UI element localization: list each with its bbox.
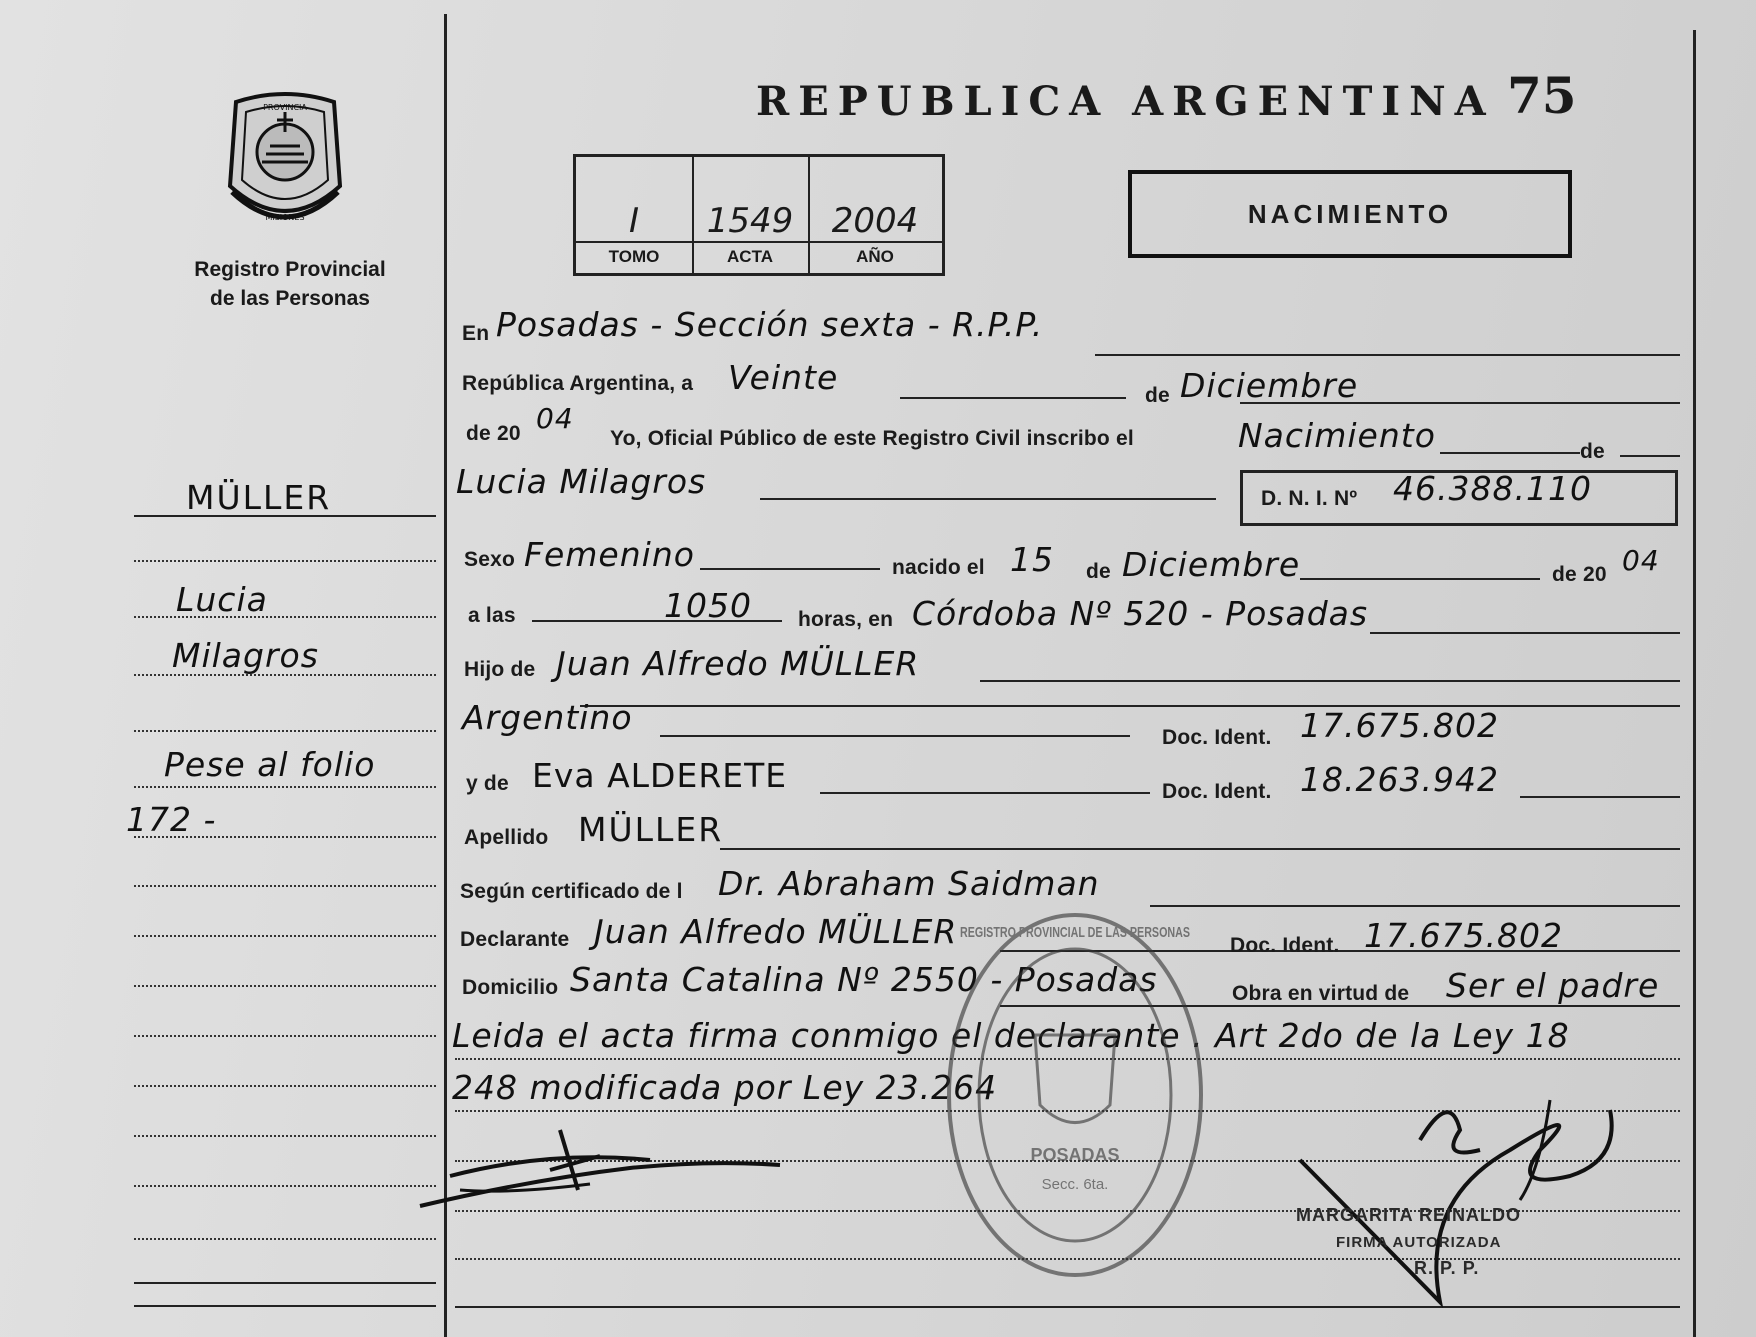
margin-note-line1: Pese al folio	[164, 745, 376, 784]
form-line	[820, 792, 1150, 794]
month-value: Diciembre	[1180, 366, 1359, 405]
doc-ident-label-2: Doc. Ident.	[1162, 780, 1272, 803]
observation-line-1: Leida el acta firma conmigo el declarante . Art 2do de la Ley 18	[452, 1016, 1570, 1055]
margin-line	[134, 935, 436, 937]
margin-line	[134, 1238, 436, 1240]
registry-name-line2: de las Personas	[210, 287, 370, 310]
tomo-label: TOMO	[576, 241, 692, 267]
observation-line-2: 248 modificada por Ley 23.264	[452, 1068, 998, 1107]
form-line	[700, 568, 880, 570]
nacido-day: 15	[1010, 540, 1054, 579]
right-page-edge	[1693, 30, 1696, 1337]
form-line	[1150, 905, 1680, 907]
margin-line	[134, 1282, 436, 1284]
nacido-label: nacido el	[892, 556, 985, 579]
domicilio-label: Domicilio	[462, 976, 559, 999]
dni-value: 46.388.110	[1393, 469, 1592, 508]
domicilio-value: Santa Catalina Nº 2550 - Posadas	[570, 960, 1158, 999]
doc-ident-label-3: Doc. Ident.	[1230, 934, 1340, 957]
form-line	[1095, 354, 1680, 356]
apellido-value: MÜLLER	[578, 810, 724, 849]
margin-note-line2: 172 -	[126, 800, 217, 839]
signature-role: FIRMA AUTORIZADA	[1336, 1234, 1502, 1251]
margin-line	[134, 1035, 436, 1037]
form-line	[1620, 455, 1680, 457]
stamp-city: POSADAS	[1030, 1145, 1120, 1165]
doc-ident-label: Doc. Ident.	[1162, 726, 1272, 749]
declarante-label: Declarante	[460, 928, 570, 951]
child-name: Lucia Milagros	[456, 462, 707, 501]
signature-name: MARGARITA REINALDO	[1296, 1205, 1521, 1225]
segun-label: Según certificado de l	[460, 880, 683, 903]
declarante-value: Juan Alfredo MÜLLER	[594, 912, 958, 951]
declarant-signature	[410, 1120, 790, 1220]
dni-box	[1240, 470, 1678, 526]
obra-label: Obra en virtud de	[1232, 982, 1410, 1005]
record-index-box	[573, 154, 945, 276]
margin-line	[134, 1085, 436, 1087]
horas-label: horas, en	[798, 608, 894, 631]
year-prefix: de 20	[466, 422, 521, 445]
father-nationality: Argentino	[462, 698, 633, 737]
en-value: Posadas - Sección sexta - R.P.P.	[496, 305, 1044, 344]
margin-line	[134, 560, 436, 562]
provincial-coat-of-arms-seal	[222, 92, 348, 230]
margin-line	[134, 730, 436, 732]
en-label: En	[462, 322, 490, 345]
form-line	[1300, 578, 1540, 580]
form-line	[980, 680, 1680, 682]
sexo-label: Sexo	[464, 548, 515, 571]
apellido-label: Apellido	[464, 826, 549, 849]
form-line	[1440, 452, 1580, 454]
stamp-ring-text: REGISTRO PROVINCIAL DE LAS PERSONAS	[960, 924, 1190, 941]
svg-text:PROVINCIA: PROVINCIA	[263, 103, 307, 112]
nacido-de-label: de	[1086, 560, 1111, 583]
nacido-year-prefix: de 20	[1552, 563, 1607, 586]
margin-line	[134, 1135, 436, 1137]
father-doc-value: 17.675.802	[1300, 706, 1499, 745]
mother-doc-value: 18.263.942	[1300, 760, 1499, 799]
form-line	[1370, 632, 1680, 634]
birth-place-value: Córdoba Nº 520 - Posadas	[912, 594, 1369, 633]
yo-statement: Yo, Oficial Público de este Registro Civil inscribo el	[610, 427, 1134, 450]
segun-value: Dr. Abraham Saidman	[718, 864, 1100, 903]
form-line	[660, 735, 1130, 737]
record-type-box	[1128, 170, 1572, 258]
father-name: Juan Alfredo MÜLLER	[556, 644, 920, 683]
year-value: 04	[536, 402, 574, 435]
dni-label: D. N. I. Nº	[1261, 487, 1358, 510]
registry-name-line1: Registro Provincial	[194, 258, 386, 281]
margin-given-name-2: Milagros	[172, 636, 319, 675]
mother-name: Eva ALDERETE	[532, 756, 788, 795]
hijo-label: Hijo de	[464, 658, 536, 681]
obra-value: Ser el padre	[1446, 966, 1660, 1005]
form-line	[720, 848, 1680, 850]
signature-office: R. P. P.	[1414, 1258, 1480, 1278]
tomo-cell	[576, 157, 694, 273]
day-value: Veinte	[728, 358, 839, 397]
acta-value: 1549	[706, 201, 794, 241]
ano-value: 2004	[831, 201, 919, 241]
a-las-label: a las	[468, 604, 516, 627]
republica-label: República Argentina, a	[462, 372, 694, 395]
declarante-doc-value: 17.675.802	[1364, 916, 1563, 955]
page-number: 75	[1507, 66, 1577, 125]
ano-cell	[808, 157, 942, 273]
inscribo-value: Nacimiento	[1238, 416, 1436, 455]
de-label-2: de	[1580, 440, 1605, 463]
document-title: REPUBLICA ARGENTINA	[756, 78, 1495, 125]
svg-text:MISIONES: MISIONES	[265, 213, 305, 222]
nacido-year: 04	[1622, 544, 1660, 577]
stamp-sub: Secc. 6ta.	[1041, 1176, 1109, 1193]
nacido-month: Diciembre	[1122, 545, 1301, 584]
margin-line	[134, 1305, 436, 1307]
y-de-label: y de	[466, 772, 509, 795]
de-label: de	[1145, 384, 1170, 407]
registry-official-stamp	[940, 905, 1210, 1285]
margin-line	[134, 1185, 436, 1187]
margin-given-name-1: Lucia	[176, 580, 268, 619]
record-type-label: NACIMIENTO	[1247, 198, 1453, 229]
form-line	[580, 705, 1680, 707]
ano-label: AÑO	[808, 241, 942, 267]
acta-label: ACTA	[692, 241, 808, 267]
registry-name	[170, 255, 410, 313]
margin-line	[134, 786, 436, 788]
margin-surname: MÜLLER	[186, 478, 332, 517]
form-line	[900, 397, 1126, 399]
form-line	[760, 498, 1216, 500]
hora-value: 1050	[664, 586, 752, 625]
tomo-value: I	[628, 201, 640, 241]
margin-line	[134, 885, 436, 887]
official-signature	[1290, 1080, 1670, 1310]
sexo-value: Femenino	[524, 535, 695, 574]
form-line	[1520, 796, 1680, 798]
margin-line	[134, 985, 436, 987]
acta-cell	[692, 157, 810, 273]
